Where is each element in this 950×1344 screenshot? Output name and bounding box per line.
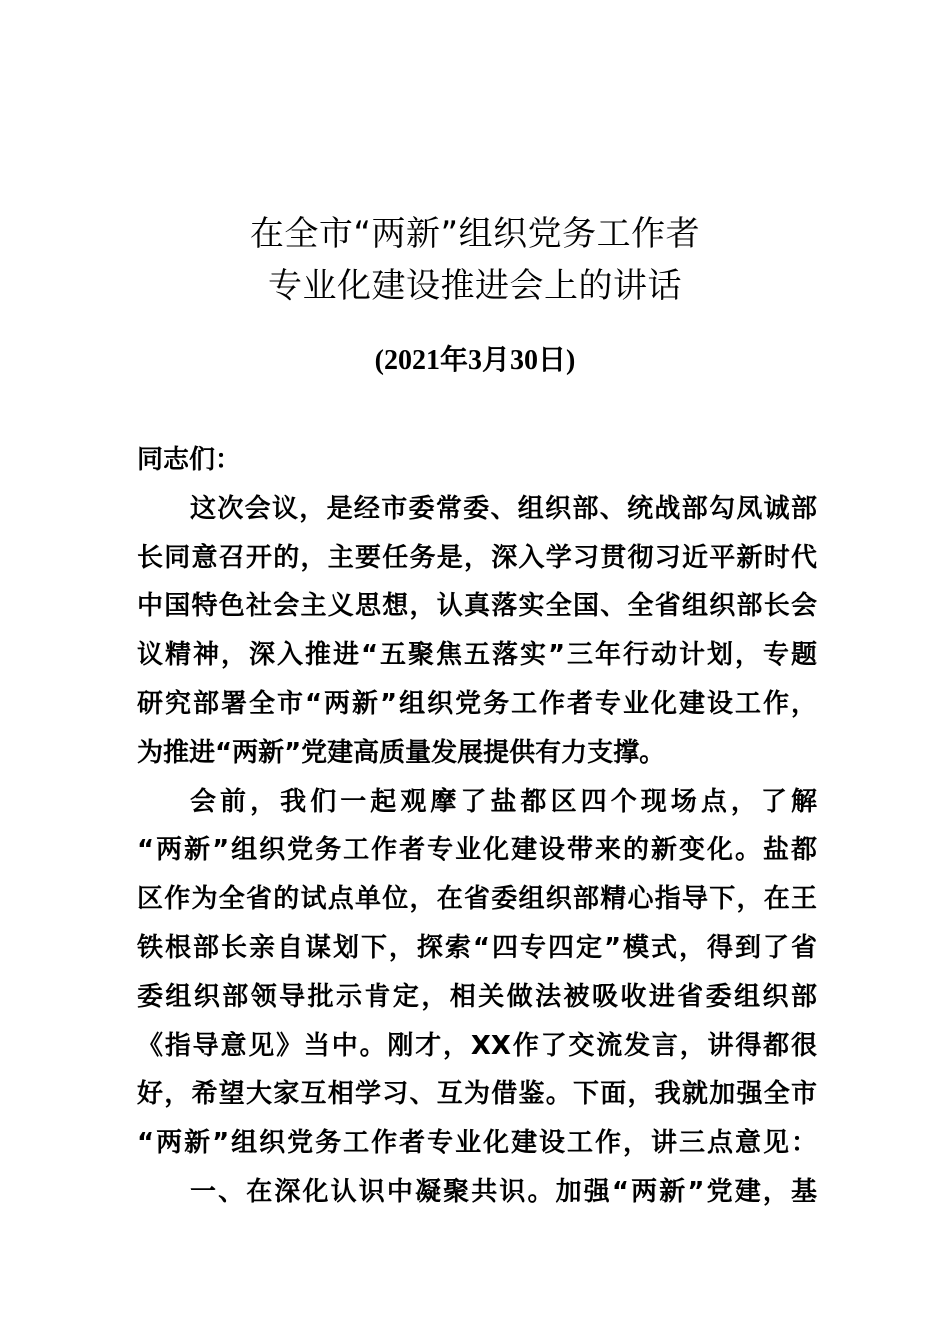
- paragraph-line: 这次会议，是经市委常委、组织部、统战部勾凤诚部: [190, 493, 817, 524]
- title-line-2: 专业化建设推进会上的讲话: [268, 266, 682, 306]
- paragraph-line: 研究部署全市“两新”组织党务工作者专业化建设工作，: [137, 688, 817, 719]
- paragraph-line: “两新”组织党务工作者专业化建设工作，讲三点意见：: [137, 1128, 817, 1159]
- paragraph-2: [137, 778, 817, 1168]
- paragraph-line: 铁根部长亲自谋划下，探索“四专四定”模式，得到了省: [137, 932, 817, 963]
- paragraph-line: 长同意召开的，主要任务是，深入学习贯彻习近平新时代: [137, 542, 817, 573]
- paragraph-line: 议精神，深入推进“五聚焦五落实”三年行动计划，专题: [137, 640, 817, 671]
- paragraph-1: [137, 485, 817, 778]
- paragraph-line: 中国特色社会主义思想，认真落实全国、全省组织部长会: [137, 591, 817, 622]
- speech-date: (2021年3月30日): [374, 345, 576, 376]
- paragraph-line: 好，希望大家互相学习、互为借鉴。下面，我就加强全市: [137, 1079, 817, 1110]
- salutation: 同志们：: [137, 445, 242, 475]
- paragraph-line: 区作为全省的试点单位，在省委组织部精心指导下，在王: [137, 884, 817, 915]
- paragraph-line: “两新”组织党务工作者专业化建设带来的新变化。盐都: [137, 835, 817, 866]
- speech-body: [137, 436, 817, 1217]
- paragraph-line: 《指导意见》当中。刚才，XX作了交流发言，讲得都很: [137, 1030, 817, 1061]
- paragraph-line: 会前，我们一起观摩了盐都区四个现场点，了解: [190, 786, 817, 817]
- paragraph-line: 委组织部领导批示肯定，相关做法被吸收进省委组织部: [137, 981, 817, 1012]
- paragraph-line: 为推进“两新”党建高质量发展提供有力支撑。: [137, 737, 666, 768]
- paragraph-line: 一、在深化认识中凝聚共识。加强“两新”党建，基: [190, 1176, 817, 1207]
- title-line-1: 在全市“两新”组织党务工作者: [249, 214, 701, 254]
- paragraph-3: [137, 1168, 817, 1217]
